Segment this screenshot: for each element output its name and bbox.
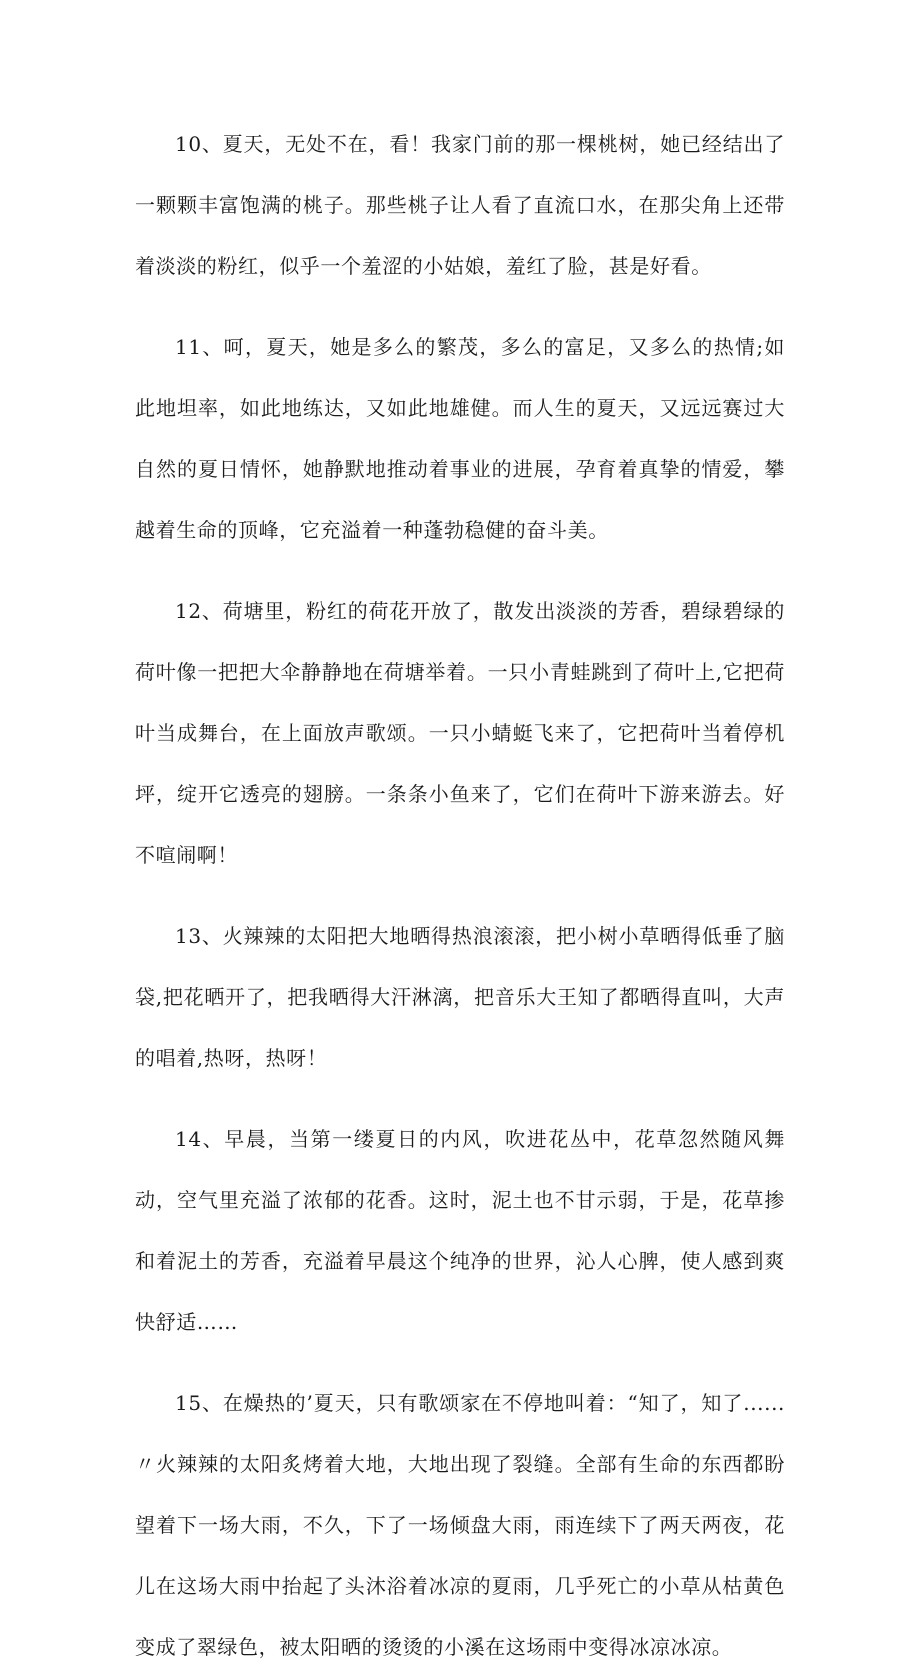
paragraph-13: 13、火辣辣的太阳把大地晒得热浪滚滚，把小树小草晒得低垂了脑袋,把花晒开了，把我晒得大汗淋漓，把音乐大王知了都晒得直叫，大声的唱着,热呀，热呀！ xyxy=(135,924,785,1070)
paragraph-11: 11、呵，夏天，她是多么的繁茂，多么的富足，又多么的热情;如此地坦率，如此地练达，又如此地雄健。而人生的夏天，又远远赛过大自然的夏日情怀，她静默地推动着事业的进展，孕育着真挚的情爱，攀越着生命的顶峰，它充溢着一种蓬勃稳健的奋斗美。 xyxy=(135,335,785,542)
paragraph-14: 14、早晨，当第一缕夏日的内风，吹进花丛中，花草忽然随风舞动，空气里充溢了浓郁的花香。这时，泥土也不甘示弱，于是，花草掺和着泥土的芳香，充溢着早晨这个纯净的世界，沁人心脾，使人感到爽快舒适…… xyxy=(135,1127,785,1334)
paragraph-10: 10、夏天，无处不在，看！我家门前的那一棵桃树，她已经结出了一颗颗丰富饱满的桃子。那些桃子让人看了直流口水，在那尖角上还带着淡淡的粉红，似乎一个羞涩的小姑娘，羞红了脸，甚是好看。 xyxy=(135,132,785,278)
document-body xyxy=(135,114,785,1678)
paragraph-12: 12、荷塘里，粉红的荷花开放了，散发出淡淡的芳香，碧绿碧绿的荷叶像一把把大伞静静地在荷塘举着。一只小青蛙跳到了荷叶上,它把荷叶当成舞台，在上面放声歌颂。一只小蜻蜓飞来了，它把荷叶当着停机坪，绽开它透亮的翅膀。一条条小鱼来了，它们在荷叶下游来游去。好不喧闹啊！ xyxy=(135,599,785,867)
paragraph-15: 15、在燥热的’夏天，只有歌颂家在不停地叫着：“知了，知了......〃火辣辣的太阳炙烤着大地，大地出现了裂缝。全部有生命的东西都盼望着下一场大雨，不久，下了一场倾盘大雨，雨连续下了两天两夜，花儿在这场大雨中抬起了头沐浴着冰凉的夏雨，几乎死亡的小草从枯黄色变成了翠绿色，被太阳晒的烫烫的小溪在这场雨中变得冰凉冰凉。 xyxy=(135,1391,785,1659)
